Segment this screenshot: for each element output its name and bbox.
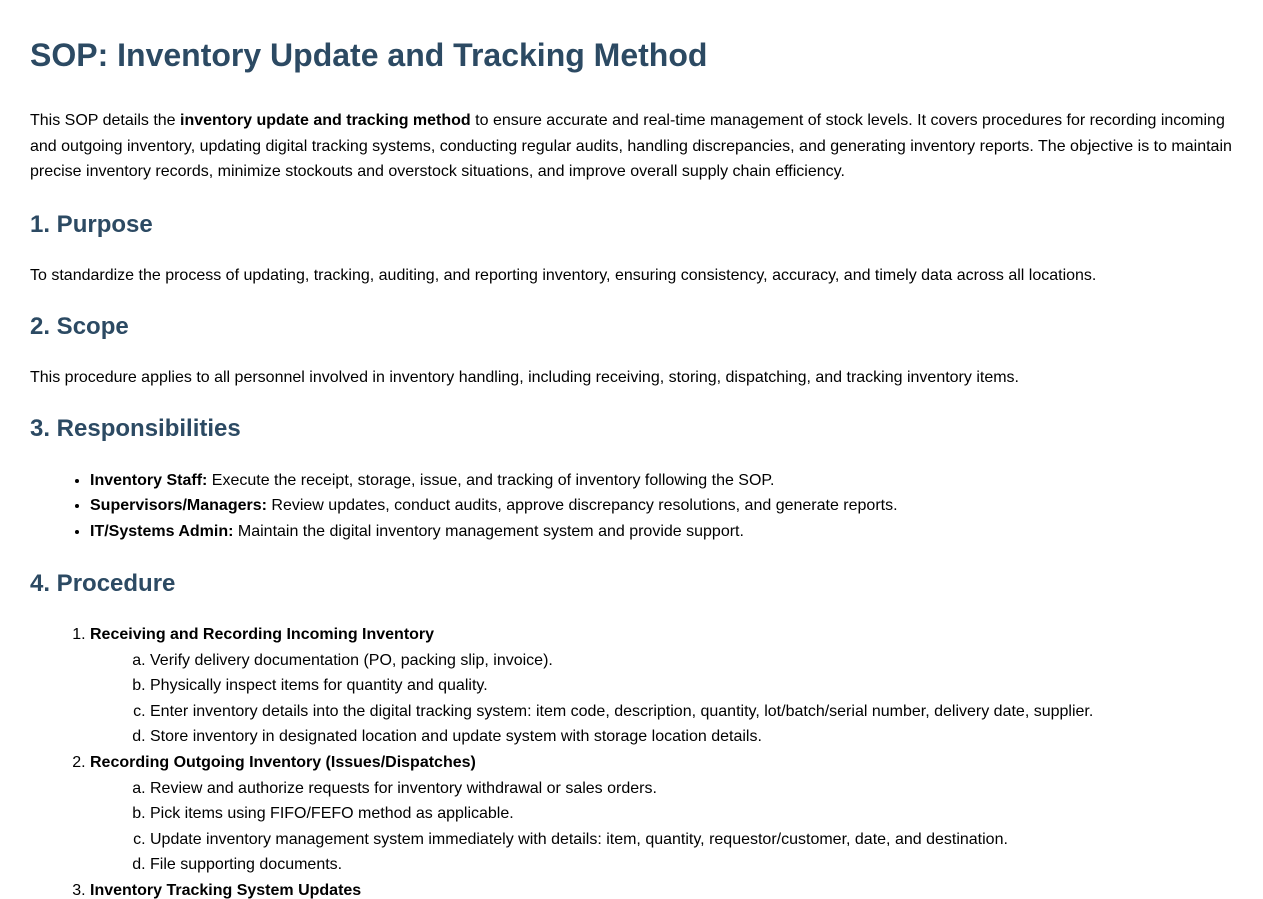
- substep-list: [90, 648, 1239, 750]
- substep-list: [90, 776, 1239, 878]
- substep: d. Store inventory in designated location and update system with storage location details.: [150, 724, 1239, 750]
- substep: c. Update inventory management system immediately with details: item, quantity, requestor/customer, date, and destination.: [150, 827, 1239, 853]
- step-title: Inventory Tracking System Updates: [90, 881, 362, 899]
- substep: b. Physically inspect items for quantity and quality.: [150, 673, 1239, 699]
- document-page: [0, 36, 1263, 899]
- substep: b. Pick items using FIFO/FEFO method as applicable.: [150, 801, 1239, 827]
- responsibilities-heading: 3. Responsibilities: [30, 414, 241, 442]
- page-title: SOP: Inventory Update and Tracking Method: [30, 37, 708, 73]
- substep: a. Verify delivery documentation (PO, packing slip, invoice).: [150, 648, 1239, 674]
- step-title: Recording Outgoing Inventory (Issues/Dispatches): [90, 753, 476, 771]
- step-title: Receiving and Recording Incoming Inventory: [90, 626, 435, 643]
- intro-suffix: to ensure accurate and real-time management of stock levels. It covers procedures for recording incoming and outgoing inventory, updating digital tracking systems, conducting regular audits, handling discrepancies, and generating inventory reports. The objective is to maintain precise inventory records, minimize stockouts and overstock situations, and improve overall supply chain efficiency.: [30, 112, 1232, 180]
- scope-heading: 2. Scope: [30, 312, 129, 340]
- intro-prefix: This SOP details the: [30, 112, 180, 129]
- purpose-text: To standardize the process of updating, tracking, auditing, and reporting inventory, ensuring consistency, accuracy, and timely data across all locations.: [30, 266, 1097, 284]
- list-item: [90, 519, 1239, 545]
- substep: d. File supporting documents.: [150, 852, 1239, 878]
- substep: c. Enter inventory details into the digital tracking system: item code, description, quantity, lot/batch/serial number, delivery date, supplier.: [150, 699, 1239, 725]
- role-label: Inventory Staff:: [90, 471, 208, 489]
- role-label: IT/Systems Admin:: [90, 522, 234, 540]
- list-item: [90, 493, 1239, 519]
- role-description: Review updates, conduct audits, approve discrepancy resolutions, and generate reports.: [266, 497, 898, 514]
- substep: a. Review and authorize requests for inventory withdrawal or sales orders.: [150, 776, 1239, 802]
- role-description: Maintain the digital inventory management system and provide support.: [233, 522, 744, 540]
- role-label: Supervisors/Managers:: [90, 497, 267, 514]
- procedure-step: [90, 750, 1239, 878]
- procedure-heading: 4. Procedure: [30, 570, 176, 597]
- procedure-steps: [30, 622, 1239, 899]
- scope-text: This procedure applies to all personnel involved in inventory handling, including receiving, storing, dispatching, and tracking inventory items.: [30, 368, 1019, 386]
- procedure-step: [90, 622, 1239, 750]
- list-item: [90, 468, 1239, 494]
- intro-paragraph: [30, 108, 1239, 185]
- role-description: Execute the receipt, storage, issue, and tracking of inventory following the SOP.: [207, 471, 775, 489]
- purpose-heading: 1. Purpose: [30, 210, 153, 238]
- intro-bold-phrase: inventory update and tracking method: [180, 112, 471, 129]
- responsibilities-list: [30, 468, 1239, 545]
- procedure-step: [90, 878, 1239, 899]
